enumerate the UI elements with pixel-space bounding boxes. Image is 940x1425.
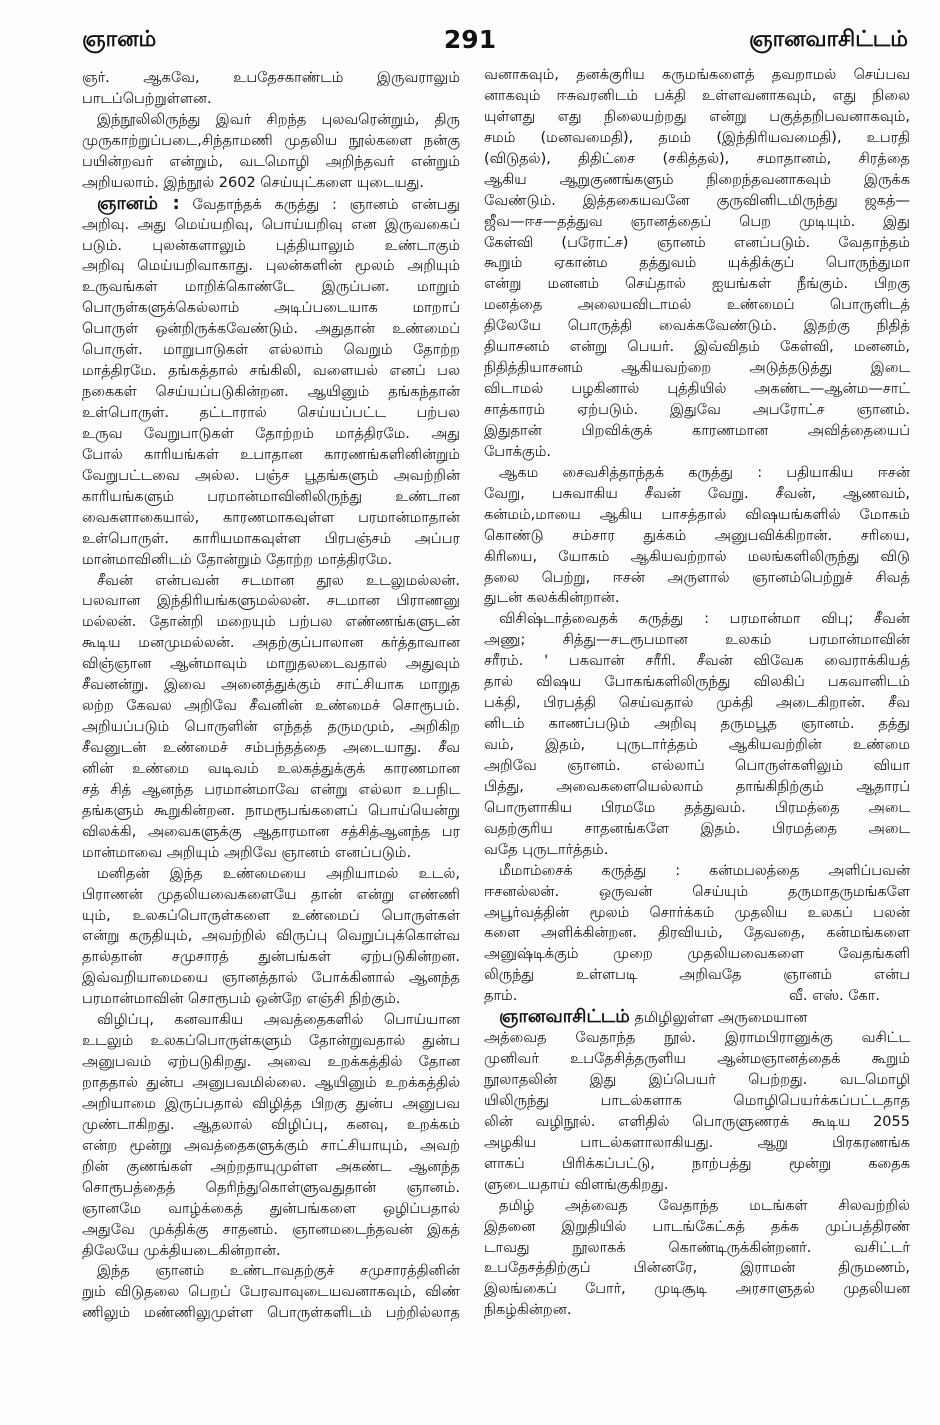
line-text: களை அளிக்கின்றன. திரவியம், தேவதை, கன்மங்களை <box>484 925 910 942</box>
text-line <box>82 675 460 696</box>
text-line <box>484 777 910 798</box>
line-text: திலேயே முக்தியடைகின்றான். <box>82 1242 281 1259</box>
text-line <box>484 986 910 1007</box>
text-line <box>82 1261 460 1282</box>
line-text: துடன் கலக்கின்றான். <box>484 590 620 607</box>
line-text: அறியலாம். இந்நூல் 2602 செய்யுட்களை யுடையது. <box>82 174 425 191</box>
line-text: மனத்தை அலையவிடாமல் உண்மைப் பொருளிடத் <box>484 297 910 314</box>
text-line <box>484 233 910 254</box>
paragraph <box>82 68 460 110</box>
line-text: காரியங்களும் பரமான்மாவினிலிருந்து உண்டான <box>82 488 460 505</box>
text-line <box>82 1094 460 1115</box>
text-line <box>82 822 460 843</box>
line-text: விடாமல் பழகினால் புத்தியில் அகண்ட—ஆன்ம—சாட் <box>484 381 910 398</box>
line-text: ஆகிய ஆறுகுணங்களும் நிறைந்தவனாகவும் இருக்க <box>484 171 910 188</box>
text-line <box>484 630 910 651</box>
text-line <box>484 1049 910 1070</box>
line-text: விலக்கி, அவைகளுக்கு ஆதாரமான சத்சித்ஆனந்த பர <box>82 823 460 840</box>
line-text: பயின்றவர் என்றும், வடமொழி அறிந்தவர் என்றும் <box>82 153 460 170</box>
text-line <box>484 1217 910 1238</box>
line-text: சீவனுடன் உண்மைச் சம்பந்தத்தை அடையாது. சீவ <box>82 740 460 756</box>
running-head-left: ஞானம் <box>82 27 157 52</box>
line-text: மனிதன் இந்த உண்மையை அறியாமல் உடல், <box>97 865 460 882</box>
text-line <box>484 714 910 735</box>
text-line <box>484 400 910 421</box>
paragraph <box>484 609 910 860</box>
line-text: மான்மாவை அறியும் அறிவே ஞானம் எனப்படும். <box>82 844 412 861</box>
text-line <box>82 1303 460 1324</box>
line-text: லின் வழிநூல். எளிதில் பொருளுணரக் கூடிய 2055 <box>484 1113 910 1130</box>
text-line <box>82 173 460 194</box>
text-line <box>82 110 460 131</box>
line-text: நூலாதலின் இது இப்பெயர் பெற்றது. வடமொழி <box>484 1072 910 1088</box>
text-line <box>484 588 910 609</box>
text-line <box>82 487 460 508</box>
text-line <box>484 819 910 840</box>
text-line <box>484 526 910 547</box>
line-text: சரீரம். ' பகவான் சரீரி. சீவன் விவேக வைராக்கியத் <box>484 653 910 670</box>
text-line <box>82 926 460 947</box>
text-line <box>82 906 460 927</box>
line-text: அனுஷ்டிக்கும் முறை முதலியவைகளை வேதங்களி <box>484 946 910 963</box>
line-text: போல் காரியங்கள் உபாதான காரணங்களினின்றும் <box>82 446 460 463</box>
text-line <box>82 529 460 550</box>
text-line <box>82 215 460 236</box>
line-text: நிகழ்கின்றன. <box>484 1302 572 1319</box>
text-line <box>82 1178 460 1199</box>
text-line <box>484 274 910 295</box>
line-text: சீவன் என்பவன் சடமான தூல உடலுமல்லன். <box>97 572 460 589</box>
text-line <box>484 358 910 379</box>
line-text: விசிஷ்டாத்வைதக் கருத்து : பரமான்மா விபு; சீவன் <box>499 611 910 628</box>
line-text: அழகிய பாடல்களாலாகியது. ஆறு பிரகரணங்க <box>484 1134 910 1151</box>
line-text: உள்பொருள். காரியமாகவுள்ள பிரபஞ்சம் அப்பர <box>82 530 460 547</box>
line-text: நிதித்தியாசனம் ஆகியவற்றை அடுத்தடுத்து இடை <box>484 360 910 377</box>
text-line <box>82 1052 460 1073</box>
line-text: லிருந்து உள்ளபடி அறிவதே ஞானம் என்ப <box>484 967 910 984</box>
line-text: இந்த ஞானம் உண்டாவதற்குச் சமுசாரத்தினின் <box>97 1263 460 1280</box>
text-line <box>484 463 910 484</box>
author-signature: வீ. எஸ். கோ. <box>789 988 880 1005</box>
text-line <box>484 609 910 630</box>
paragraph <box>82 110 460 194</box>
paragraph <box>484 1007 910 1195</box>
text-line <box>82 864 460 885</box>
text-line <box>82 424 460 445</box>
text-line <box>82 277 460 298</box>
text-line <box>484 1133 910 1154</box>
text-line <box>484 442 910 463</box>
text-line <box>484 944 910 965</box>
line-text: ணிலும் மண்ணிலுமுள்ள பொருள்களிடம் பற்றில்லாத <box>82 1305 460 1322</box>
line-text: பொருள். மாறுபாடுகள் எல்லாம் வெறும் தோற்ற <box>82 342 460 359</box>
text-line <box>484 965 910 986</box>
text-line <box>82 1136 460 1157</box>
line-text: உடலும் உலகப்பொருள்களும் தோன்றுவதால் துன்ப <box>82 1033 460 1050</box>
text-line <box>484 191 910 212</box>
line-text: ஞர். ஆகவே, உபதேசகாண்டம் இருவராலும் <box>82 70 460 86</box>
text-line <box>484 1091 910 1112</box>
line-text: பொருள் ஒன்றிருக்கவேண்டும். அதுதான் உண்மைப் <box>82 321 460 338</box>
page-number: 291 <box>443 25 497 54</box>
line-text: தியாசனம் என்று பெயர். இவ்விதம் கேள்வி, மனனம், <box>484 339 910 356</box>
text-line <box>484 1279 910 1300</box>
line-text: னின் உண்மை வடிவம் உலகத்துக்குக் காரணமான <box>82 760 460 777</box>
text-line <box>484 379 910 400</box>
text-line <box>484 253 910 274</box>
text-line <box>484 128 910 149</box>
line-text: னாகவும் ஈசுவரனிடம் பக்தி உள்ளவனாகவும், எது நிலை <box>484 87 910 104</box>
line-text: உள்பொருள். தட்டாரால் செய்யப்பட்ட பற்பல <box>82 405 460 421</box>
text-line <box>484 1154 910 1175</box>
text-line <box>82 340 460 361</box>
text-line <box>484 923 910 944</box>
text-line <box>82 696 460 717</box>
line-text: டாவது நூலாகக் கொண்டிருக்கின்றனர். வசிட்டர் <box>484 1239 910 1256</box>
text-line <box>484 316 910 337</box>
line-text: வேதாந்தக் கருத்து : ஞானம் என்பது <box>192 196 460 213</box>
text-line <box>82 403 460 424</box>
text-line <box>484 735 910 756</box>
text-line <box>82 68 460 89</box>
text-line <box>82 236 460 257</box>
line-text: என்று மனனம் செய்தால் ஐயங்கள் நீங்கும். பிறகு <box>484 276 910 293</box>
text-line <box>484 295 910 316</box>
text-line <box>82 633 460 654</box>
line-text: ளாகப் பிரிக்கப்பட்டு, நாற்பத்து மூன்று கதைக <box>484 1155 910 1172</box>
paragraph <box>82 194 460 571</box>
line-text: கன்மம்,மாயை ஆகிய பாசத்தால் விஷயங்களில் மோகம் <box>484 506 910 523</box>
text-line <box>484 505 910 526</box>
text-line <box>484 568 910 589</box>
text-line <box>82 550 460 571</box>
line-text: அத்வைத வேதாந்த நூல். இராமபிரானுக்கு வசிட்ட <box>484 1030 910 1047</box>
text-line <box>484 1258 910 1279</box>
line-text: சாத்காரம் ஏற்படும். இதுவே அபரோட்ச ஞானம். <box>484 402 910 418</box>
text-line <box>82 989 460 1010</box>
line-text: கிரியை, யோகம் ஆகியவற்றால் மலங்களிலிருந்து விடு <box>484 548 910 565</box>
line-text: பொருளாகிய பிரமமே தத்துவம். பிரமத்தை அடை <box>484 799 910 816</box>
line-text: அறிவு மெய்யறிவாகாது. புலன்களின் மூலம் அறியும் <box>82 258 460 275</box>
line-text: என்று கருதியும், அவற்றில் விருப்பு வெறுப்புக்கொள்வ <box>82 928 460 945</box>
text-line <box>484 1112 910 1133</box>
text-line <box>484 484 910 505</box>
text-line <box>82 361 460 382</box>
left-column <box>82 68 460 1324</box>
text-line <box>484 547 910 568</box>
line-text: உருவ வேறுபாடுகள் தோற்றம் மாத்திரமே. அது <box>82 425 460 442</box>
line-text: விஞ்ஞான ஆன்மாவும் மாறுதலடைவதால் அதுவும் <box>82 656 460 673</box>
line-text: அறிவு. அது மெய்யறிவு, பொய்யறிவு என இருவகைப் <box>82 216 460 233</box>
text-line <box>484 840 910 861</box>
line-text: தால்தான் சமுசாரத் துன்பங்கள் ஏற்படுகின்றன. <box>82 949 460 966</box>
line-text: வனாகவும், தனக்குரிய கருமங்களைத் தவறாமல் செய்பவ <box>484 67 910 83</box>
text-line <box>484 651 910 672</box>
line-text: தமிழ் அத்வைத வேதாந்த மடங்கள் சிலவற்றில் <box>499 1197 910 1214</box>
paragraph <box>484 65 910 463</box>
line-text: சத் சித் ஆனந்த பரமான்மாவே என்று எல்லா உபநிட <box>82 781 460 798</box>
text-line <box>484 421 910 442</box>
line-text: யிலிருந்து பாடல்களாக மொழிபெயர்க்கப்பட்டதாத <box>484 1092 910 1109</box>
line-text: (விடுதல்), திதிட்சை (சகித்தல்), சமாதானம், சிரத்தை <box>484 150 910 167</box>
text-line <box>82 717 460 738</box>
line-text: பக்தி, பிரபத்தி செய்வதால் முக்தி அடைகிறான். சீவ <box>484 695 910 712</box>
text-line <box>484 1028 910 1049</box>
text-line <box>484 86 910 107</box>
line-text: படும். புலன்களாலும் புத்தியாலும் உண்டாகும் <box>82 237 460 254</box>
text-line <box>82 1115 460 1136</box>
line-text: மீமாம்சைக் கருத்து : கன்மபலத்தை அளிப்பவன் <box>499 862 910 879</box>
text-line <box>82 1073 460 1094</box>
text-line <box>484 903 910 924</box>
text-line <box>82 1282 460 1303</box>
paragraph <box>82 571 460 864</box>
line-text: மல்லன். தோன்றி மறையும் பற்பல எண்ணங்களுடன் <box>82 614 460 631</box>
text-line <box>484 212 910 233</box>
line-text: ஈசனல்லன். ஒருவன் செய்யும் தருமாதருமங்களே <box>484 883 910 900</box>
line-text: னிடம் காணப்படும் அறிவு தருமபூத ஞானம். தத்து <box>484 716 910 733</box>
text-line <box>82 612 460 633</box>
paragraph <box>484 1196 910 1322</box>
line-text: இவ்வறியாமையை ஞானத்தால் போக்கினால் ஆனந்த <box>82 970 460 987</box>
text-line <box>484 107 910 128</box>
line-text: சமம் (மனவமைதி), தமம் (இந்திரியவமைதி), உபரதி <box>484 129 910 146</box>
line-text: முருகாற்றுப்படை,சிந்தாமணி முதலிய நூல்களை நன்கு <box>82 132 460 149</box>
text-line <box>484 798 910 819</box>
text-line <box>484 1300 910 1321</box>
text-line <box>82 801 460 822</box>
text-line <box>82 654 460 675</box>
line-text: இலங்கைப் போர், முடிசூடி அரசாளுதல் முதலியன <box>484 1281 910 1298</box>
text-line <box>82 780 460 801</box>
line-text: பிராணன் முதலியவைகளையே தான் என்று எண்ணி <box>82 886 460 903</box>
line-text: வேறு, பசுவாகிய சீவன் வேறு. சீவன், ஆணவம், <box>484 485 910 502</box>
line-text: பித்து, அவைகளையெல்லாம் தாங்கிநிற்கும் ஆதாரப் <box>484 778 910 795</box>
line-text: வதற்குரிய சாதனங்களே இதம். பிரமத்தை அடை <box>484 820 910 837</box>
text-line <box>484 1007 910 1028</box>
line-text: வம், இதம், புருடார்த்தம் ஆகியவற்றின் உண்மை <box>484 737 910 753</box>
line-text: அபூர்வத்தின் மூலம் சொர்க்கம் முதலிய உலகப் பலன் <box>484 904 910 921</box>
text-line <box>82 1241 460 1262</box>
line-text: றின் குணங்கள் அற்றதாயுமுள்ள அகண்ட ஆனந்த <box>82 1158 460 1175</box>
line-text: ஆகம சைவசித்தாந்தக் கருத்து : பதியாகிய ஈசன் <box>499 464 910 481</box>
text-line <box>82 1157 460 1178</box>
running-head-right: ஞானவாசிட்டம் <box>749 27 908 52</box>
line-text: முனிவர் உபதேசித்தருளிய ஆன்மஞானத்தைக் கூறும் <box>484 1051 910 1068</box>
line-text: ஜீவ—ஈச—தத்துவ ஞானத்தைப் பெற முடியும். இது <box>484 213 910 230</box>
line-text: யுள்ளது எது நிலையற்றது என்று பகுத்தறிபவனாகவும், <box>484 108 910 125</box>
text-line <box>484 149 910 170</box>
paragraph <box>82 1261 460 1324</box>
line-text: கேள்வி (பரோட்ச) ஞானம் எனப்படும். வேதாந்தம் <box>484 234 910 251</box>
line-text: அதுவே முக்திக்கு சாதனம். ஞானமடைந்தவன் இகத் <box>82 1221 460 1238</box>
text-line <box>82 319 460 340</box>
text-line <box>82 738 460 759</box>
line-text: அறிவே ஞானம். எல்லாப் பொருள்களிலும் வியா <box>484 757 910 774</box>
line-text: கொண்டு சம்சார துக்கம் அனுபவிக்கிறான். சரியை, <box>484 527 910 544</box>
paragraph <box>82 1010 460 1261</box>
paragraph <box>82 864 460 1011</box>
line-text: பலவான இந்திரியங்களுமல்லன். சடமான பிராணனு <box>82 593 460 610</box>
text-line <box>82 591 460 612</box>
text-line <box>82 508 460 529</box>
line-text: கூறும் ஏகான்ம தத்துவம் யுக்திக்குப் பொருந்துமா <box>484 255 910 272</box>
line-text: தமிழிலுள்ள அருமையான <box>634 1010 808 1027</box>
line-text: விழிப்பு, கனவாகிய அவத்தைகளில் பொய்யான <box>97 1012 460 1029</box>
line-text: வேண்டும். இத்தகையவனே குருவினிடமிருந்து ஜகத்— <box>484 192 910 209</box>
line-text: திலேயே பொருத்தி வைக்கவேண்டும். இதற்கு நிதித் <box>484 318 910 335</box>
text-line <box>484 672 910 693</box>
text-line <box>484 1196 910 1217</box>
paragraph <box>484 463 910 610</box>
text-line <box>82 298 460 319</box>
text-line <box>82 1031 460 1052</box>
line-text: இந்நூலிலிருந்து இவர் சிறந்த புலவரென்றும், திரு <box>97 111 460 128</box>
text-line <box>82 382 460 403</box>
paragraph <box>484 861 910 1008</box>
line-text: யும், உலகப்பொருள்களை உண்மைப் பொருள்கள் <box>82 907 460 924</box>
line-text: றும் விடுதலை பெறப் பேரவாவுடையவனாகவும், விண் <box>82 1284 460 1301</box>
line-text: தலை பெற்று, ஈசன் அருளால் ஞானம்பெற்றுச் சிவத் <box>484 569 910 586</box>
text-line <box>82 885 460 906</box>
line-text: றாததால் துன்ப அனுபவமில்லை. ஆயினும் உறக்கத்தில் <box>82 1075 460 1091</box>
line-text: பாடப்பெற்றுள்ளன. <box>82 90 212 107</box>
text-line <box>484 693 910 714</box>
right-column <box>484 65 910 1321</box>
line-text: நகைகள் செய்யப்படுகின்றன. ஆயினும் தங்கந்தான் <box>82 384 460 401</box>
line-text: வைகளாகையால், காரணமாகவுள்ள பரமான்மாதான் <box>82 509 460 526</box>
line-text: வதே புருடார்த்தம். <box>484 841 609 858</box>
line-text: கூடிய மனமுமல்லன். அதற்குப்பாலான கர்த்தாவான <box>82 635 460 652</box>
line-text: மாத்திரமே. தங்கத்தால் சங்கிலி, வளையல் எனப் பல <box>82 363 460 380</box>
text-line <box>82 466 460 487</box>
text-line <box>82 843 460 864</box>
text-line <box>82 152 460 173</box>
text-line <box>484 1175 910 1196</box>
line-text: அறியாமை இருப்பதால் விழித்த பிறகு துன்ப அனுபவ <box>82 1095 460 1112</box>
text-line <box>82 571 460 592</box>
text-line <box>484 1070 910 1091</box>
line-text: பொருள்களுக்கெல்லாம் அடிப்படையாக மாறாப் <box>82 300 460 317</box>
text-line <box>484 337 910 358</box>
text-line <box>484 1238 910 1259</box>
text-line <box>82 445 460 466</box>
text-line <box>82 256 460 277</box>
text-line <box>82 1199 460 1220</box>
text-line <box>484 756 910 777</box>
text-line <box>82 1010 460 1031</box>
line-text: சொரூபத்தைத் தெரிந்துகொள்ளுவதுதான் ஞானம். <box>82 1179 460 1196</box>
text-line <box>484 882 910 903</box>
text-line <box>82 1220 460 1241</box>
text-line <box>484 170 910 191</box>
line-text: போக்கும். <box>484 443 552 460</box>
line-text: தங்களும் கூறுகின்றன. நாமரூபங்களைப் பொய்யென்று <box>82 802 460 819</box>
line-text: தாம். <box>484 988 518 1005</box>
line-text: அனுபவம் ஏற்படுகிறது. அவை உறக்கத்தில் தோன <box>82 1054 460 1071</box>
text-line <box>484 65 910 86</box>
line-text: உபதேசத்திற்குப் பின்னரே, இராமன் திருமணம், <box>484 1260 910 1277</box>
text-line <box>82 947 460 968</box>
line-text: முண்டாகிறது. ஆதலால் விழிப்பு, கனவு, உறக்கம் <box>82 1116 460 1133</box>
text-line <box>82 194 460 215</box>
entry-heading: ஞானவாசிட்டம் <box>499 1006 630 1028</box>
text-line <box>484 861 910 882</box>
text-line <box>82 89 460 110</box>
line-text: ஞானமே வாழ்க்கைத் துன்பங்களை ஒழிப்பதால் <box>82 1200 460 1217</box>
entry-heading: ஞானம் : <box>97 192 180 214</box>
line-text: சீவனன்று. இவை அனைத்துக்கும் சாட்சியாக மாறுத <box>82 677 460 694</box>
line-text: வேறுபட்டவை அல்ல. பஞ்ச பூதங்களும் அவற்றின் <box>82 467 460 484</box>
line-text: இதுதான் பிறவிக்குக் காரணமான அவித்தையைப் <box>484 422 910 439</box>
line-text: என்ற மூன்று அவத்தைகளுக்கும் சாட்சியாயும், அவற் <box>82 1137 460 1154</box>
text-line <box>82 968 460 989</box>
line-text: அறியப்படும் பொருளின் எந்தத் தருமமும், அறிகிற <box>82 719 460 736</box>
line-text: பரமான்மாவின் சொரூபம் ஒன்றே எஞ்சி நிற்கும். <box>82 991 401 1008</box>
line-text: உருவங்கள் மாறிக்கொண்டே இருப்பன. மாறும் <box>82 279 460 296</box>
line-text: மான்மாவினிடம் தோன்றும் தோற்ற மாத்திரமே. <box>82 551 393 568</box>
line-text: அணு; சித்து—சடரூபமான உலகம் பரமான்மாவின் <box>484 632 910 649</box>
line-text: லற்ற கேவல அறிவே சீவனின் உண்மைச் சொரூபம். <box>82 698 460 715</box>
text-line <box>82 131 460 152</box>
line-text: தால் விஷய போகங்களிலிருந்து விலகிப் பகவானிடம் <box>484 674 910 691</box>
line-text: ளுடையதாய் விளங்குகிறது. <box>484 1176 669 1193</box>
text-line <box>82 759 460 780</box>
line-text: இதனை இறுதியில் பாடங்கேட்கத் தக்க முப்பத்திரண் <box>484 1218 910 1235</box>
